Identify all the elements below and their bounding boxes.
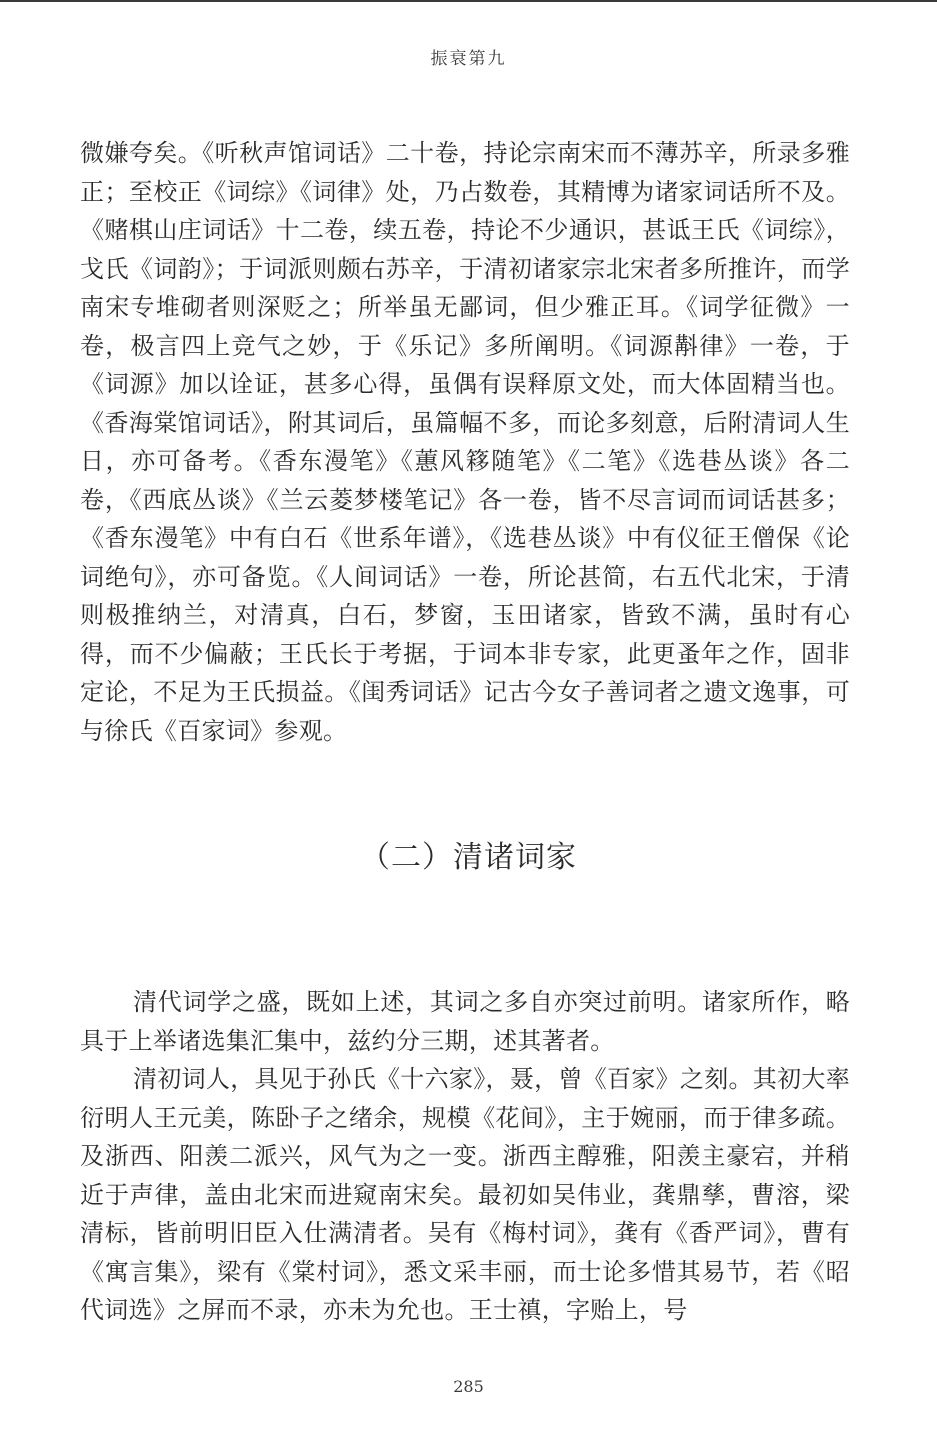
section-body xyxy=(80,983,850,1330)
page-number: 285 xyxy=(453,1377,484,1396)
continuation-text-block xyxy=(80,134,850,750)
section-heading: （二）清诸词家 xyxy=(360,840,577,875)
top-edge-rule xyxy=(0,0,937,2)
section-paragraph-1: 清代词学之盛，既如上述，其词之多自亦突过前明。诸家所作，略具于上举诸选集汇集中，兹约分三期，述其著者。 xyxy=(80,988,850,1055)
running-header-title: 振衰第九 xyxy=(430,49,507,69)
continuation-paragraph: 微嫌夸矣。《听秋声馆词话》二十卷，持论宗南宋而不薄苏辛，所录多雅正；至校正《词综》《词律》处，乃占数卷，其精博为诸家词话所不及。《赌棋山庄词话》十二卷，续五卷，持论不少通识，甚诋王氏《词综》，戈氏《词韵》；于词派则颇右苏辛，于清初诸家宗北宋者多所推许，而学南宋专堆砌者则深贬之；所举虽无鄙词，但少雅正耳。《词学征微》一卷，极言四上竞气之妙，于《乐记》多所阐明。《词源斠律》一卷，于《词源》加以诠证，甚多心得，虽偶有误释原文处，而大体固精当也。《香海棠馆词话》，附其词后，虽篇幅不多，而论多刻意，后附清词人生日，亦可备考。《香东漫笔》《蕙风簃随笔》《二笔》《选巷丛谈》各二卷，《西底丛谈》《兰云菱梦楼笔记》各一卷，皆不尽言词而词话甚多；《香东漫笔》中有白石《世系年谱》，《选巷丛谈》中有仪征王僧保《论词绝句》，亦可备览。《人间词话》一卷，所论甚简，右五代北宋，于清则极推纳兰，对清真，白石，梦窗，玉田诸家，皆致不满，虽时有心得，而不少偏蔽；王氏长于考据，于词本非专家，此更蚤年之作，固非定论，不足为王氏损益。《闺秀词话》记古今女子善词者之遗文逸事，可与徐氏《百家词》参观。 xyxy=(80,139,850,745)
section-paragraph-2: 清初词人，具见于孙氏《十六家》，聂，曾《百家》之刻。其初大率衍明人王元美，陈卧子之绪余，规模《花间》，主于婉丽，而于律多疏。及浙西、阳羡二派兴，风气为之一变。浙西主醇雅，阳羡主豪宕，并稍近于声律，盖由北宋而进窥南宋矣。最初如吴伟业，龚鼎孳，曹溶，梁清标，皆前明旧臣入仕满清者。吴有《梅村词》，龚有《香严词》，曹有《寓言集》，梁有《棠村词》，悉文采丰丽，而士论多惜其易节，若《昭代词选》之屏而不录，亦未为允也。王士禛，字贻上，号 xyxy=(80,1065,850,1324)
